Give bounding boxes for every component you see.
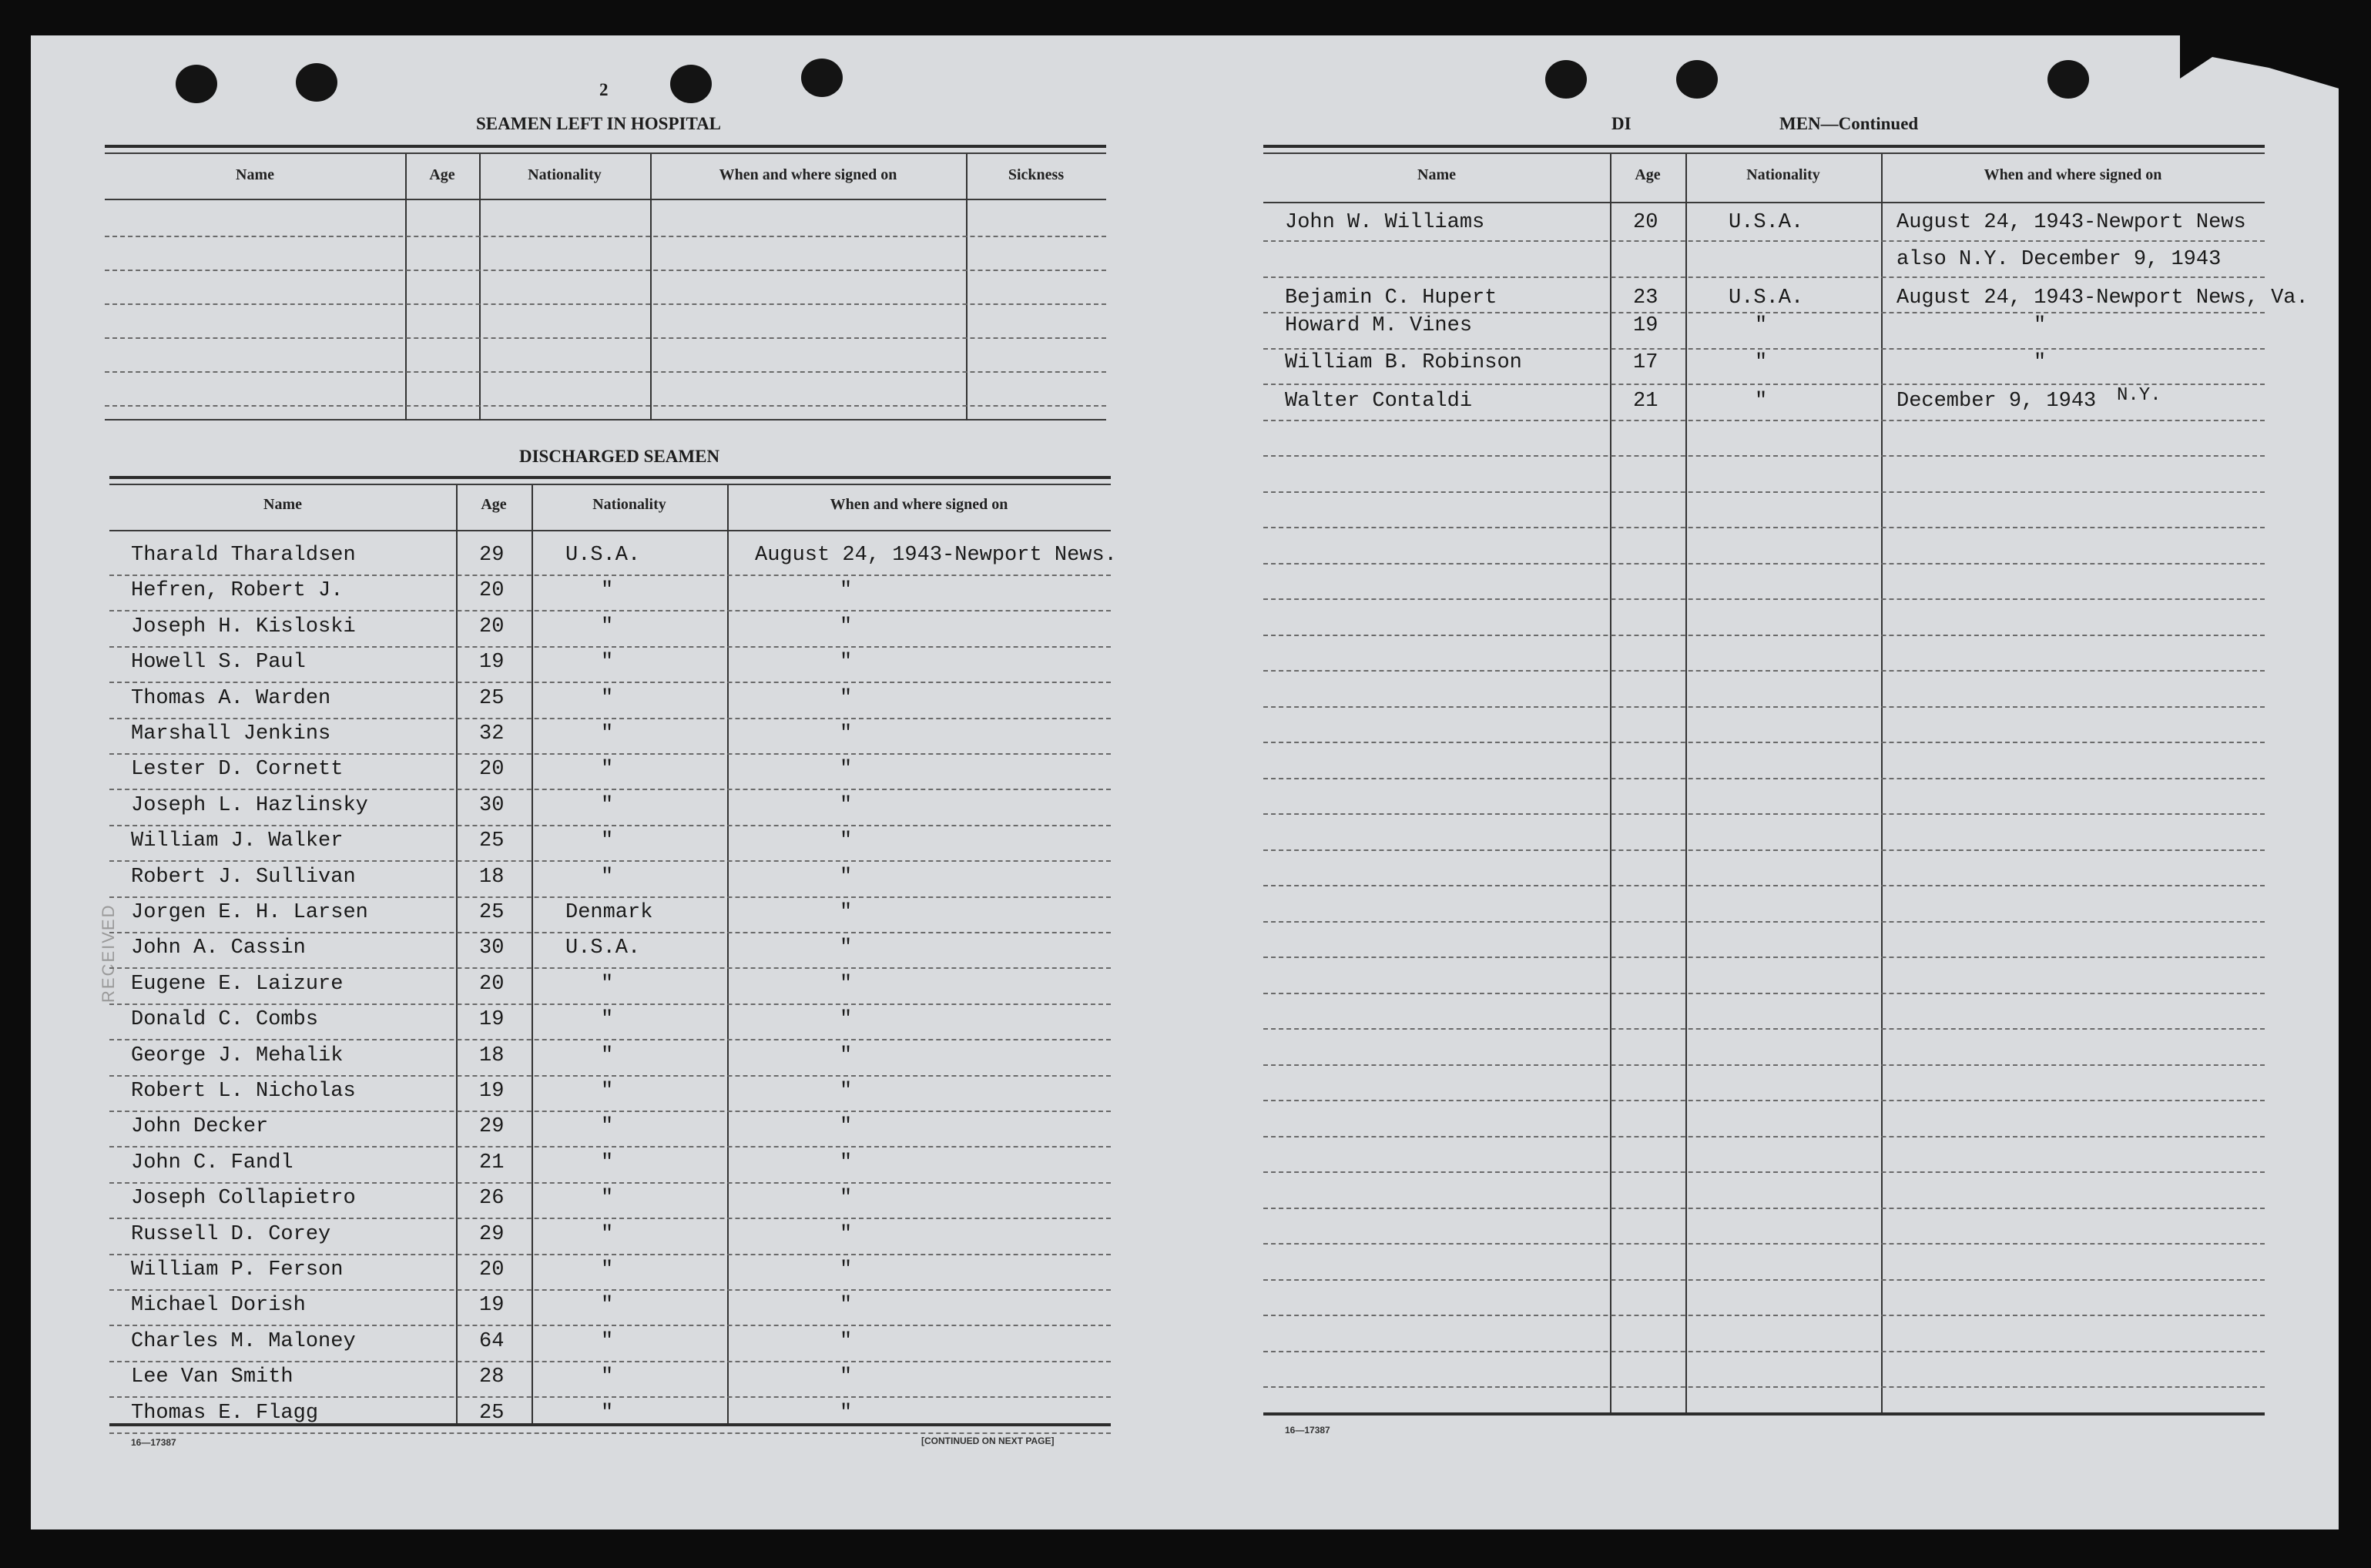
- table-row: [1263, 348, 2265, 350]
- continued-when: August 24, 1943-Newport News: [1896, 211, 2246, 234]
- table-row: [1263, 1351, 2265, 1352]
- discharged-nationality: ": [601, 1008, 614, 1032]
- continued-when: ": [2034, 314, 2047, 337]
- discharged-column-divider: [456, 485, 458, 1423]
- table-row: [109, 1361, 1111, 1362]
- table-row: [109, 860, 1111, 862]
- table-row: [1263, 276, 2265, 278]
- continued-top-rule: [1263, 145, 2265, 148]
- discharged-when: ": [840, 1080, 853, 1103]
- hospital-column-divider: [966, 154, 968, 420]
- discharged-column-divider: [727, 485, 729, 1423]
- discharged-age: 21: [479, 1151, 505, 1174]
- table-row: [1263, 563, 2265, 565]
- table-row: [109, 1111, 1111, 1112]
- table-row: [1263, 885, 2265, 886]
- discharged-header-age: Age: [481, 496, 507, 513]
- continued-nationality: ": [1755, 390, 1768, 413]
- discharged-when: ": [840, 972, 853, 996]
- table-row: [1263, 1243, 2265, 1245]
- table-row: [109, 1003, 1111, 1005]
- discharged-when: ": [840, 1044, 853, 1067]
- table-row: [1263, 670, 2265, 672]
- discharged-age: 20: [479, 579, 505, 603]
- discharged-age: 25: [479, 901, 505, 924]
- discharged-when: ": [840, 793, 853, 817]
- table-row: [1263, 1136, 2265, 1137]
- continued-bottom-rule: [1263, 1412, 2265, 1416]
- table-row: [109, 646, 1111, 648]
- discharged-name: Robert L. Nicholas: [131, 1080, 356, 1103]
- discharged-when: ": [840, 829, 853, 853]
- continued-nationality: U.S.A.: [1729, 211, 1804, 234]
- continued-age: 21: [1633, 390, 1658, 413]
- discharged-name: Donald C. Combs: [131, 1008, 319, 1032]
- form-number-left: 16—17387: [131, 1437, 176, 1448]
- discharged-age: 20: [479, 758, 505, 782]
- table-row: [1263, 312, 2265, 313]
- table-row: [109, 1039, 1111, 1040]
- discharged-age: 19: [479, 651, 505, 675]
- discharged-name: Joseph H. Kisloski: [131, 615, 356, 638]
- discharged-when: ": [840, 1187, 853, 1211]
- punch-hole: [296, 63, 337, 102]
- discharged-nationality: ": [601, 686, 614, 710]
- table-row: [109, 1432, 1111, 1434]
- discharged-age: 20: [479, 1258, 505, 1282]
- discharged-age: 26: [479, 1187, 505, 1211]
- discharged-nationality: ": [601, 722, 614, 745]
- table-row: [1263, 1279, 2265, 1281]
- discharged-name: Marshall Jenkins: [131, 722, 331, 745]
- continued-column-divider: [1685, 154, 1687, 1412]
- discharged-name: John C. Fandl: [131, 1151, 293, 1174]
- table-row: [1263, 384, 2265, 385]
- discharged-nationality: ": [601, 651, 614, 675]
- table-row: [109, 682, 1111, 683]
- hospital-header-nationality: Nationality: [528, 166, 602, 183]
- discharged-name: William J. Walker: [131, 829, 344, 853]
- table-row: [109, 1396, 1111, 1398]
- continued-name: William B. Robinson: [1285, 351, 1522, 374]
- discharged-title: DISCHARGED SEAMEN: [519, 447, 720, 466]
- discharged-header-when: When and where signed on: [830, 496, 1008, 513]
- hospital-title: SEAMEN LEFT IN HOSPITAL: [476, 114, 722, 133]
- continued-nationality: ": [1755, 314, 1768, 337]
- discharged-nationality: ": [601, 1115, 614, 1139]
- discharged-name: Charles M. Maloney: [131, 1329, 356, 1353]
- table-row: [109, 1325, 1111, 1326]
- hospital-empty-row: [105, 405, 1106, 407]
- table-row: [1263, 921, 2265, 923]
- table-row: [109, 896, 1111, 898]
- discharged-name: Robert J. Sullivan: [131, 865, 356, 889]
- discharged-name: Tharald Tharaldsen: [131, 544, 356, 567]
- form-number-right: 16—17387: [1285, 1425, 1330, 1436]
- ny-note: N.Y.: [2117, 385, 2161, 406]
- discharged-nationality: ": [601, 1044, 614, 1067]
- discharged-nationality: U.S.A.: [565, 544, 641, 567]
- hospital-empty-row: [105, 236, 1106, 237]
- table-row: [1263, 635, 2265, 636]
- discharged-nationality: ": [601, 1151, 614, 1174]
- continued-when: also N.Y. December 9, 1943: [1896, 248, 2222, 271]
- table-row: [1263, 491, 2265, 493]
- continued-header-age: Age: [1635, 166, 1661, 183]
- discharged-age: 25: [479, 1401, 505, 1425]
- table-row: [109, 1146, 1111, 1148]
- discharged-age: 19: [479, 1008, 505, 1032]
- discharged-age: 28: [479, 1365, 505, 1389]
- table-row: [1263, 849, 2265, 851]
- discharged-nationality: ": [601, 1080, 614, 1103]
- punch-hole: [670, 65, 712, 103]
- table-row: [109, 1218, 1111, 1219]
- hospital-header-sickness: Sickness: [1008, 166, 1065, 183]
- discharged-when: ": [840, 1008, 853, 1032]
- discharged-age: 29: [479, 1222, 505, 1246]
- continued-when: December 9, 1943: [1896, 390, 2097, 413]
- table-row: [1263, 957, 2265, 958]
- discharged-when: ": [840, 1151, 853, 1174]
- discharged-when: ": [840, 579, 853, 603]
- discharged-when: August 24, 1943-Newport News.: [755, 544, 1117, 567]
- discharged-nationality: ": [601, 1329, 614, 1353]
- table-row: [1263, 455, 2265, 457]
- discharged-name: Jorgen E. H. Larsen: [131, 901, 368, 924]
- discharged-when: ": [840, 1401, 853, 1425]
- discharged-when: ": [840, 1258, 853, 1282]
- table-row: [1263, 1171, 2265, 1173]
- hospital-column-divider: [650, 154, 652, 420]
- discharged-when: ": [840, 1294, 853, 1318]
- table-row: [1263, 598, 2265, 600]
- discharged-age: 20: [479, 972, 505, 996]
- continued-nationality: U.S.A.: [1729, 286, 1804, 310]
- discharged-when: ": [840, 901, 853, 924]
- continued-title-left: DI: [1611, 114, 1632, 133]
- table-row: [1263, 706, 2265, 708]
- hospital-top-rule: [105, 145, 1106, 148]
- discharged-age: 19: [479, 1080, 505, 1103]
- discharged-age: 30: [479, 936, 505, 960]
- discharged-nationality: ": [601, 793, 614, 817]
- table-row: [1263, 1208, 2265, 1209]
- continued-column-divider: [1610, 154, 1611, 1412]
- discharged-name: George J. Mehalik: [131, 1044, 344, 1067]
- discharged-column-divider: [532, 485, 533, 1423]
- hospital-empty-row: [105, 303, 1106, 305]
- discharged-nationality: ": [601, 1365, 614, 1389]
- table-row: [109, 825, 1111, 826]
- continued-column-divider: [1881, 154, 1883, 1412]
- table-row: [109, 1289, 1111, 1291]
- discharged-when: ": [840, 651, 853, 675]
- discharged-when: ": [840, 722, 853, 745]
- table-row: [109, 1075, 1111, 1077]
- discharged-name: Russell D. Corey: [131, 1222, 331, 1246]
- discharged-age: 18: [479, 865, 505, 889]
- discharged-name: Lee Van Smith: [131, 1365, 293, 1389]
- discharged-when: ": [840, 865, 853, 889]
- discharged-name: Lester D. Cornett: [131, 758, 344, 782]
- table-row: [109, 753, 1111, 755]
- hospital-empty-row: [105, 270, 1106, 271]
- table-row: [109, 789, 1111, 790]
- continued-header-name: Name: [1417, 166, 1456, 183]
- table-row: [1263, 1028, 2265, 1030]
- punch-hole: [801, 59, 843, 97]
- discharged-header-name: Name: [263, 496, 302, 513]
- discharged-age: 20: [479, 615, 505, 638]
- discharged-name: Howell S. Paul: [131, 651, 306, 675]
- discharged-age: 29: [479, 1115, 505, 1139]
- discharged-top-rule: [109, 476, 1111, 479]
- hospital-column-divider: [405, 154, 407, 420]
- discharged-name: Thomas E. Flagg: [131, 1401, 319, 1425]
- table-row: [109, 610, 1111, 611]
- table-row: [109, 932, 1111, 933]
- discharged-age: 18: [479, 1044, 505, 1067]
- table-row: [1263, 742, 2265, 743]
- discharged-age: 32: [479, 722, 505, 745]
- punch-hole: [2047, 60, 2089, 99]
- discharged-when: ": [840, 1115, 853, 1139]
- punch-hole: [1545, 60, 1587, 99]
- discharged-nationality: Denmark: [565, 901, 653, 924]
- continued-header-nationality: Nationality: [1746, 166, 1820, 183]
- discharged-name: John Decker: [131, 1115, 269, 1139]
- discharged-name: Eugene E. Laizure: [131, 972, 344, 996]
- discharged-when: ": [840, 1365, 853, 1389]
- discharged-when: ": [840, 686, 853, 710]
- continued-age: 19: [1633, 314, 1658, 337]
- hospital-header-age: Age: [429, 166, 455, 183]
- table-row: [109, 575, 1111, 576]
- table-row: [109, 1254, 1111, 1255]
- discharged-name: Joseph Collapietro: [131, 1187, 356, 1211]
- discharged-when: ": [840, 1329, 853, 1353]
- hospital-empty-row: [105, 337, 1106, 339]
- discharged-nationality: ": [601, 758, 614, 782]
- discharged-name: Joseph L. Hazlinsky: [131, 793, 368, 817]
- page-number: 2: [599, 80, 609, 99]
- table-row: [1263, 778, 2265, 779]
- continued-age: 20: [1633, 211, 1658, 234]
- continued-note: [CONTINUED ON NEXT PAGE]: [921, 1436, 1055, 1446]
- continued-header-when: When and where signed on: [1984, 166, 2162, 183]
- hospital-header-when: When and where signed on: [719, 166, 897, 183]
- discharged-nationality: ": [601, 1187, 614, 1211]
- discharged-when: ": [840, 936, 853, 960]
- table-row: [109, 1182, 1111, 1184]
- table-row: [1263, 1315, 2265, 1316]
- continued-when: ": [2034, 351, 2047, 374]
- discharged-name: John A. Cassin: [131, 936, 306, 960]
- table-row: [109, 967, 1111, 969]
- continued-nationality: ": [1755, 351, 1768, 374]
- discharged-age: 64: [479, 1329, 505, 1353]
- continued-age: 17: [1633, 351, 1658, 374]
- discharged-nationality: U.S.A.: [565, 936, 641, 960]
- discharged-when: ": [840, 1222, 853, 1246]
- continued-title-right: MEN—Continued: [1779, 114, 1919, 133]
- discharged-nationality: ": [601, 579, 614, 603]
- discharged-nationality: ": [601, 1401, 614, 1425]
- punch-hole: [176, 65, 217, 103]
- hospital-empty-row: [105, 371, 1106, 373]
- punch-hole: [1676, 60, 1718, 99]
- continued-name: Howard M. Vines: [1285, 314, 1473, 337]
- table-row: [1263, 993, 2265, 994]
- continued-name: Walter Contaldi: [1285, 390, 1473, 413]
- table-row: [1263, 1064, 2265, 1066]
- discharged-name: Hefren, Robert J.: [131, 579, 344, 603]
- hospital-column-divider: [479, 154, 481, 420]
- table-row: [1263, 420, 2265, 421]
- discharged-name: Thomas A. Warden: [131, 686, 331, 710]
- table-row: [1263, 813, 2265, 815]
- hospital-header-name: Name: [236, 166, 274, 183]
- table-row: [1263, 240, 2265, 242]
- discharged-name: William P. Ferson: [131, 1258, 344, 1282]
- discharged-age: 25: [479, 829, 505, 853]
- discharged-nationality: ": [601, 972, 614, 996]
- discharged-when: ": [840, 758, 853, 782]
- discharged-nationality: ": [601, 865, 614, 889]
- received-stamp: RECEIVED: [99, 903, 118, 1003]
- discharged-nationality: ": [601, 615, 614, 638]
- continued-when: August 24, 1943-Newport News, Va.: [1896, 286, 2309, 310]
- discharged-name: Michael Dorish: [131, 1294, 306, 1318]
- discharged-nationality: ": [601, 1294, 614, 1318]
- discharged-nationality: ": [601, 1222, 614, 1246]
- table-row: [109, 718, 1111, 719]
- continued-name: John W. Williams: [1285, 211, 1485, 234]
- table-row: [1263, 527, 2265, 528]
- discharged-when: ": [840, 615, 853, 638]
- discharged-nationality: ": [601, 1258, 614, 1282]
- discharged-header-nationality: Nationality: [592, 496, 666, 513]
- table-row: [1263, 1100, 2265, 1101]
- table-row: [1263, 1386, 2265, 1388]
- continued-name: Bejamin C. Hupert: [1285, 286, 1497, 310]
- discharged-age: 29: [479, 544, 505, 567]
- discharged-nationality: ": [601, 829, 614, 853]
- discharged-age: 19: [479, 1294, 505, 1318]
- discharged-age: 30: [479, 793, 505, 817]
- continued-age: 23: [1633, 286, 1658, 310]
- discharged-age: 25: [479, 686, 505, 710]
